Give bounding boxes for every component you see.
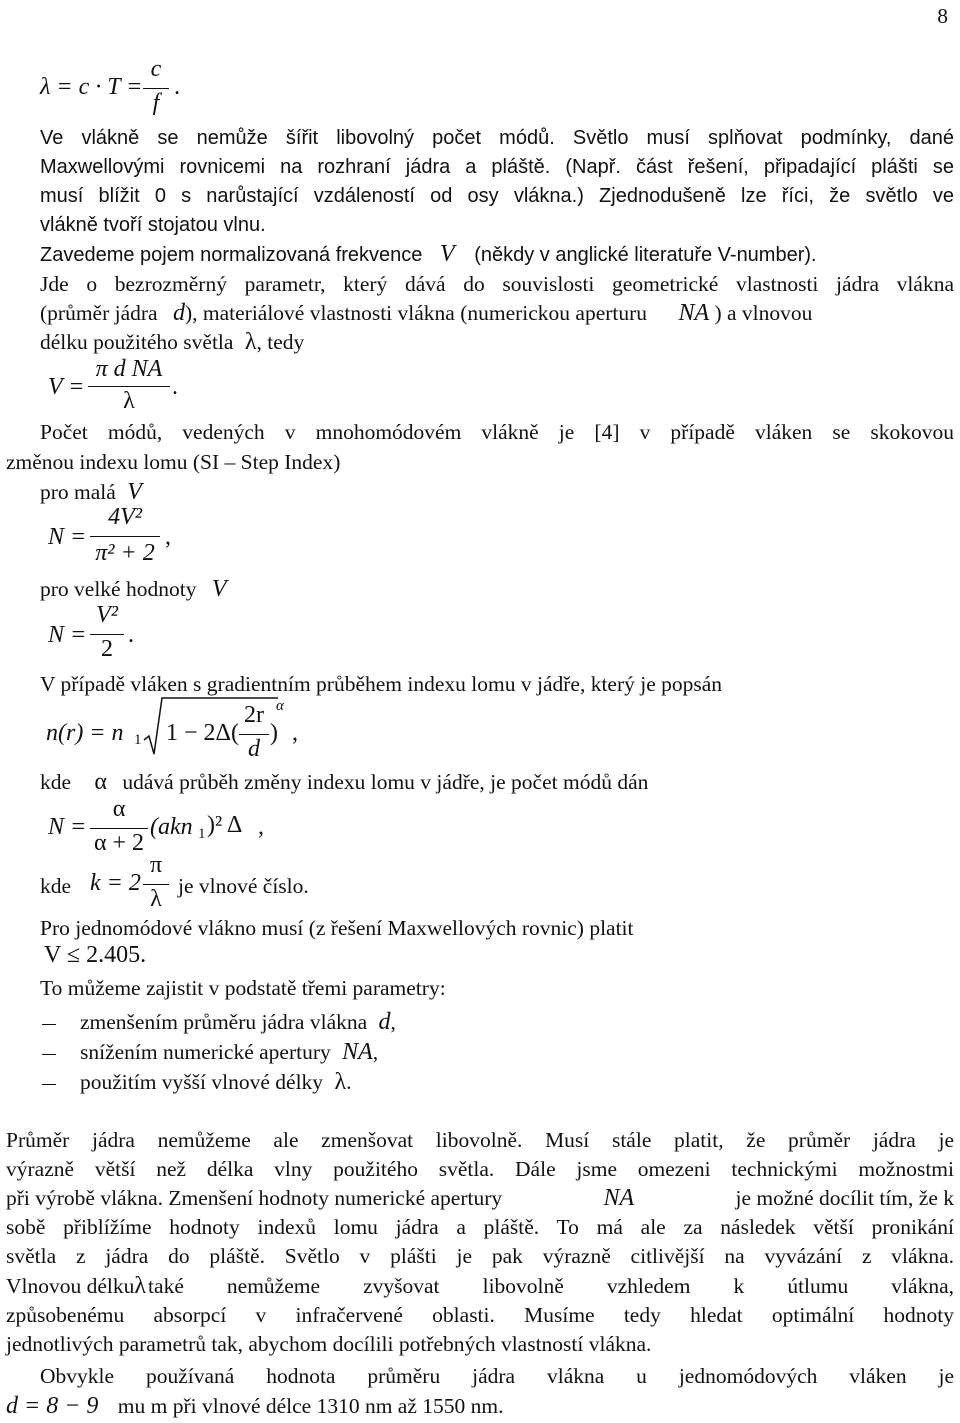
p2-l4a: délku použitého světla xyxy=(40,330,234,354)
p9-line1: Průměr jádra nemůžeme ale zmenšovat libovolně. Musí stále platit, že průměr jádra je xyxy=(6,1128,954,1152)
list-item-text: použitím vyšší vlnové délky xyxy=(80,1070,324,1094)
list-item-text: zmenšením průměru jádra vlákna xyxy=(80,1010,368,1034)
p2-l3b: ), materiálové vlastnosti vlákna (numerickou aperturu xyxy=(184,301,648,325)
list-item-var: d xyxy=(378,1009,391,1035)
p2-l3d: d xyxy=(172,300,185,326)
p2-line4 xyxy=(40,328,304,356)
p2-l1v: V xyxy=(439,241,455,267)
p9-line4: sobě přiblížíme hodnoty indexů lomu jádra a pláště. To má ale za následek větší pronikání xyxy=(6,1215,954,1239)
p8-intro: To můžeme zajistit v podstatě třemi parametry: xyxy=(40,976,446,1000)
p9-l6a: Vlnovou délku xyxy=(6,1274,135,1298)
p10-line2 xyxy=(6,1392,504,1420)
eq3-den: π² + 2 xyxy=(95,540,155,566)
eq2-den: λ xyxy=(123,388,135,414)
eq4-fraction-bar xyxy=(90,634,124,635)
p7-line1: Pro jednomódové vlákno musí (z řešení Maxwellových rovnic) platit xyxy=(40,916,634,940)
p6-text: udává průběh změny indexu lomu v jádře, je počet módů dán xyxy=(122,770,649,794)
p6-alpha: α xyxy=(94,769,107,795)
eq5-den: d xyxy=(248,736,260,762)
list-item-end: . xyxy=(346,1070,352,1094)
p9-line5: světla z jádra do pláště. Světlo v plášti je pak výrazně citlivější na vyvázání z vlákna. xyxy=(6,1244,954,1268)
eq5-end: , xyxy=(292,720,298,746)
p1-line2: Maxwellovými rovnicemi na rozhraní jádra a pláště. (Např. část řešení, připadající plášti se xyxy=(40,156,954,178)
p5-line: V případě vláken s gradientním průběhem indexu lomu v jádře, který je popsán xyxy=(40,672,723,696)
p2-l3na: NA xyxy=(678,300,710,326)
p2-l1a: Zavedeme pojem normalizovaná frekvence xyxy=(40,244,423,266)
list-item-var: NA xyxy=(342,1039,373,1065)
p2-line1 xyxy=(40,240,817,269)
dash-bullet-icon xyxy=(42,1054,56,1055)
p3-small-label: pro malá xyxy=(40,480,116,504)
p6-line xyxy=(40,768,648,796)
eq4-lhs: N = xyxy=(48,622,87,648)
eq4-end: . xyxy=(128,622,134,648)
eq1-fraction-bar xyxy=(143,88,169,89)
list-item-end: , xyxy=(372,1040,379,1064)
p1-line1: Ve vlákně se nemůže šířit libovolný počet módů. Světlo musí splňovat podmínky, dané xyxy=(40,127,954,149)
eq1-end: . xyxy=(174,74,180,100)
p10-l2b: mu m při vlnové délce 1310 nm až 1550 nm. xyxy=(117,1394,504,1418)
list-item xyxy=(42,1038,378,1066)
p2-line3 xyxy=(40,299,812,327)
eq6-num: α xyxy=(112,796,126,822)
p4-line xyxy=(40,575,227,603)
p10-line1: Obvykle používaná hodnota průměru jádra vlákna u jednomódových vláken je xyxy=(40,1364,954,1388)
eq7-num: π xyxy=(149,852,163,878)
p3-line1: Počet módů, vedených v mnohomódovém vlákně je [4] v případě vláken se skokovou xyxy=(40,420,954,444)
eq2-num: π d NA xyxy=(95,356,163,382)
eq7-den: λ xyxy=(150,886,162,912)
p2-l4l: λ xyxy=(244,329,257,355)
dash-bullet-icon xyxy=(42,1084,56,1085)
eq5-exp: α xyxy=(276,698,284,714)
p1-line3: musí blížit 0 s narůstající vzdáleností od osy vlákna.) Zjednodušeně lze říci, že světlo ve xyxy=(40,185,954,207)
p9-line8: jednotlivých parametrů tak, abychom docílili potřebných vlastností vlákna. xyxy=(6,1332,652,1356)
p3-small-var: V xyxy=(127,479,142,505)
eq2-lhs: V = xyxy=(48,374,85,400)
eq2-end: . xyxy=(172,374,178,400)
eq6-rest: (akn xyxy=(150,814,193,840)
eq1-den: f xyxy=(152,90,160,116)
eq5-inner: 1 − 2Δ( xyxy=(166,720,239,746)
eq3-num: 4V² xyxy=(108,504,142,530)
eq6-sub: 1 xyxy=(198,826,206,842)
eq6-den: α + 2 xyxy=(93,830,145,856)
eq6-rest2: )² Δ xyxy=(207,812,243,838)
p4-label: pro velké hodnoty xyxy=(40,577,197,601)
eq3-lhs: N = xyxy=(48,524,87,550)
eq7-lhs: k = 2 xyxy=(90,870,141,896)
eq7-kde: kde xyxy=(40,874,72,898)
eq6-end: , xyxy=(258,814,264,840)
eq5-fraction-bar xyxy=(239,734,269,735)
p9-line6 xyxy=(6,1272,954,1300)
p7-cond: V ≤ 2.405. xyxy=(44,942,147,968)
p9-l6l: λ xyxy=(134,1273,147,1299)
p3-line2: změnou indexu lomu (SI – Step Index) xyxy=(6,450,341,474)
eq3-end: , xyxy=(165,524,171,550)
p2-l4b: , tedy xyxy=(256,330,305,354)
eq6-lhs: N = xyxy=(48,814,87,840)
eq1-lhs: λ = c · T = xyxy=(40,74,143,100)
p9-line2: výrazně větší než délka vlny použitého světla. Dále jsme omezeni technickými možnostmi xyxy=(6,1157,954,1181)
eq5-close: ) xyxy=(270,720,278,746)
eq2-fraction-bar xyxy=(88,386,170,387)
p4-var: V xyxy=(211,576,227,602)
p6-kde: kde xyxy=(40,770,72,794)
list-item-var: λ xyxy=(334,1069,347,1095)
p10-l2a: d = 8 − 9 xyxy=(6,1393,99,1419)
eq7-fraction-bar xyxy=(143,884,169,885)
p2-l3a: (průměr jádra xyxy=(40,301,158,325)
p2-l3c: ) a vlnovou xyxy=(714,301,813,325)
dash-bullet-icon xyxy=(42,1024,56,1025)
p1-line4: vlákně tvoří stojatou vlnu. xyxy=(40,214,266,236)
list-item-end: , xyxy=(390,1010,396,1034)
eq3-fraction-bar xyxy=(90,536,160,537)
p3-line3 xyxy=(40,478,142,506)
list-item xyxy=(42,1068,351,1096)
eq1-num: c xyxy=(150,56,162,82)
p9-l3b: je možné docílit tím, že k xyxy=(735,1186,954,1210)
eq4-den: 2 xyxy=(101,636,113,662)
p9-l6b: také nemůžeme zvyšovat libovolně vzhledem k útlumu vlákna, xyxy=(148,1274,954,1298)
p2-l1b: (někdy v anglické literatuře V-number). xyxy=(474,244,817,266)
p9-l3a: při výrobě vlákna. Zmenšení hodnoty numerické apertury xyxy=(6,1186,503,1210)
eq6-fraction-bar xyxy=(90,828,148,829)
list-item xyxy=(42,1008,396,1036)
p9-l3na: NA xyxy=(603,1185,635,1211)
p9-line3 xyxy=(6,1184,954,1212)
eq5-sub: 1 xyxy=(134,732,142,748)
p9-line7: způsobenému absorpcí v infračervené oblasti. Musíme tedy hledat optimální hodnoty xyxy=(6,1303,954,1327)
eq5-num: 2r xyxy=(244,702,264,728)
list-item-text: snížením numerické apertury xyxy=(80,1040,331,1064)
p2-line2: Jde o bezrozměrný parametr, který dává do souvislosti geometrické vlastnosti jádra vlákna xyxy=(40,272,954,296)
eq7-text: je vlnové číslo. xyxy=(178,874,309,898)
eq4-num: V² xyxy=(96,602,118,628)
eq5-lhs: n(r) = n xyxy=(46,720,124,746)
page-number: 8 xyxy=(937,4,948,28)
